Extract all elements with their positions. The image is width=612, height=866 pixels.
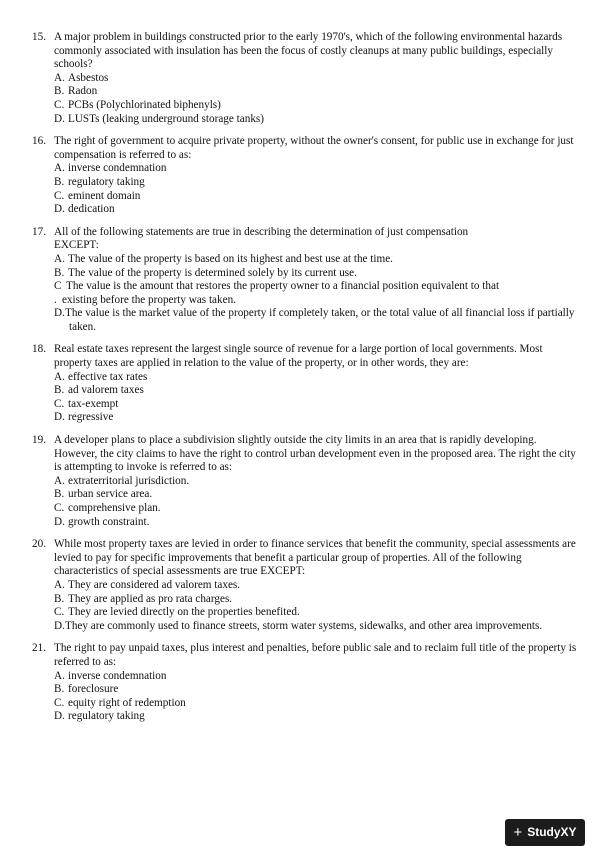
option-c-continuation [54, 294, 582, 308]
answer-options [0, 475, 612, 529]
option-letter: B. [54, 592, 65, 605]
option-letter: A. [54, 71, 65, 84]
option-letter: A. [54, 370, 65, 383]
option-letter: C. [54, 189, 65, 202]
option-letter: C. [54, 397, 65, 410]
option-letter: C. [54, 502, 65, 514]
question-stem: A developer plans to place a subdivision slightly outside the city limits in an area that is rapidly developing. However, the city claims to have the right to control urban development even in the proposed area. The right the city is attempting to invoke is referred to as: [54, 434, 576, 474]
option-text: LUSTs (leaking underground storage tanks) [68, 112, 264, 125]
option-letter: C [54, 280, 62, 293]
option-text: They are levied directly on the properties benefited. [68, 606, 300, 619]
option-text: dedication [68, 203, 115, 216]
question-stem [54, 226, 582, 253]
question-19 [0, 434, 612, 529]
option-text: inverse condemnation [68, 162, 167, 175]
option-letter: A. [54, 669, 65, 682]
question-20 [0, 538, 612, 633]
option-text: regulatory taking [68, 175, 145, 188]
option-text: The value is the amount that restores the property owner to a financial position equivalent to that [66, 280, 500, 293]
plus-icon: + [513, 824, 523, 841]
option-letter: B. [54, 85, 65, 98]
option-text: regulatory taking [68, 710, 145, 723]
option-text: They are considered ad valorem taxes. [68, 578, 241, 591]
option-letter: D. [54, 203, 65, 216]
answer-options [0, 253, 612, 335]
answer-options [0, 371, 612, 425]
option-text: growth constraint. [68, 515, 150, 528]
option-text: Radon [68, 85, 98, 98]
question-number: 18. [32, 343, 46, 356]
option-text: extraterritorial jurisdiction. [68, 474, 190, 487]
logo-text-xy: XY [560, 825, 577, 839]
option-b [54, 267, 582, 281]
question-number: 19. [32, 434, 46, 447]
option-letter: D. [54, 710, 65, 723]
option-letter: C. [54, 696, 65, 709]
option-c [54, 502, 582, 516]
studyxy-logo[interactable] [505, 819, 585, 846]
option-text: foreclosure [68, 683, 119, 696]
option-text: tax-exempt [68, 397, 119, 410]
option-d [54, 113, 582, 127]
question-stem: The right of government to acquire private property, without the owner's consent, for public use in exchange for just compensation is referred to as: [54, 135, 574, 161]
option-c [54, 697, 582, 711]
option-a [54, 162, 582, 176]
option-text: urban service area. [68, 488, 153, 501]
answer-options [0, 579, 612, 633]
option-text: effective tax rates [68, 370, 148, 383]
option-c [54, 190, 582, 204]
option-text: The value of the property is determined solely by its current use. [68, 266, 357, 279]
option-a [54, 253, 582, 267]
option-letter: D. [54, 515, 65, 528]
option-b [54, 488, 582, 502]
question-stem: While most property taxes are levied in order to finance services that benefit the community, special assessments are levied to pay for specific improvements that benefit a particular group of properties. All of the following characteristics of special assessments are true EXCEPT: [54, 538, 576, 578]
option-text: ad valorem taxes [68, 384, 144, 397]
option-letter: C. [54, 98, 65, 111]
option-b [54, 593, 582, 607]
option-text: existing before the property was taken. [62, 293, 236, 306]
option-text: The value is the market value of the property if completely taken, or the total value of all financial loss if partially taken. [65, 307, 575, 333]
option-text: Asbestos [68, 71, 109, 84]
question-stem-line: EXCEPT: [54, 239, 99, 252]
question-list [0, 31, 612, 733]
option-text: eminent domain [68, 189, 141, 202]
question-number: 21. [32, 642, 46, 655]
option-letter: B. [54, 683, 65, 696]
option-text: comprehensive plan. [68, 502, 161, 514]
option-letter: B. [54, 488, 65, 501]
option-continuation-marker: . [54, 293, 57, 306]
option-d [54, 307, 582, 334]
option-b [54, 683, 582, 697]
option-letter: A. [54, 474, 65, 487]
option-text: They are applied as pro rata charges. [68, 592, 233, 605]
option-d [54, 411, 582, 425]
option-b [54, 384, 582, 398]
option-b [54, 176, 582, 190]
option-a [54, 72, 582, 86]
option-letter: B. [54, 175, 65, 188]
option-text: PCBs (Polychlorinated biphenyls) [68, 98, 221, 111]
option-letter: D. [54, 112, 65, 125]
option-d [54, 516, 582, 530]
option-d [54, 203, 582, 217]
option-letter: D. [54, 411, 65, 424]
question-18 [0, 343, 612, 425]
logo-text-study: Study [527, 825, 561, 839]
option-a [54, 579, 582, 593]
option-c [54, 280, 582, 294]
answer-options [0, 72, 612, 126]
option-d [54, 710, 582, 724]
question-stem-line: All of the following statements are true in describing the determination of just compensation [54, 225, 469, 238]
question-17 [0, 226, 612, 335]
answer-options [0, 670, 612, 724]
option-b [54, 85, 582, 99]
question-stem: The right to pay unpaid taxes, plus interest and penalties, before public sale and to reclaim full title of the property is referred to as: [54, 642, 577, 668]
option-c [54, 606, 582, 620]
option-text: inverse condemnation [68, 669, 167, 682]
question-number: 17. [32, 225, 46, 238]
option-c [54, 99, 582, 113]
option-letter: B. [54, 266, 65, 279]
option-letter: C. [54, 606, 65, 619]
option-a [54, 475, 582, 489]
option-text: They are commonly used to finance streets, storm water systems, sidewalks, and other area improvements. [65, 619, 543, 632]
option-text: regressive [68, 411, 114, 424]
option-text: equity right of redemption [68, 696, 186, 709]
option-a [54, 371, 582, 385]
option-a [54, 670, 582, 684]
option-letter: A. [54, 162, 65, 175]
option-letter: A. [54, 578, 65, 591]
option-c [54, 398, 582, 412]
option-text: The value of the property is based on its highest and best use at the time. [68, 252, 393, 265]
question-stem: A major problem in buildings constructed prior to the early 1970's, which of the following environmental hazards commonly associated with insulation has been the focus of costly cleanups at many public buildings, especially schools? [54, 31, 563, 71]
question-number: 15. [32, 31, 46, 43]
question-number: 20. [32, 538, 46, 551]
question-21 [0, 642, 612, 724]
option-letter: D. [54, 307, 65, 320]
answer-options [0, 162, 612, 216]
option-letter: D. [54, 619, 65, 632]
question-16 [0, 135, 612, 217]
option-d [54, 620, 582, 634]
option-letter: A. [54, 252, 65, 265]
question-stem: Real estate taxes represent the largest single source of revenue for a large portion of local governments. Most property taxes are applied in relation to the value of the property, or in other words, they are: [54, 343, 543, 370]
question-15 [0, 31, 612, 126]
question-number: 16. [32, 135, 46, 148]
option-letter: B. [54, 384, 65, 397]
